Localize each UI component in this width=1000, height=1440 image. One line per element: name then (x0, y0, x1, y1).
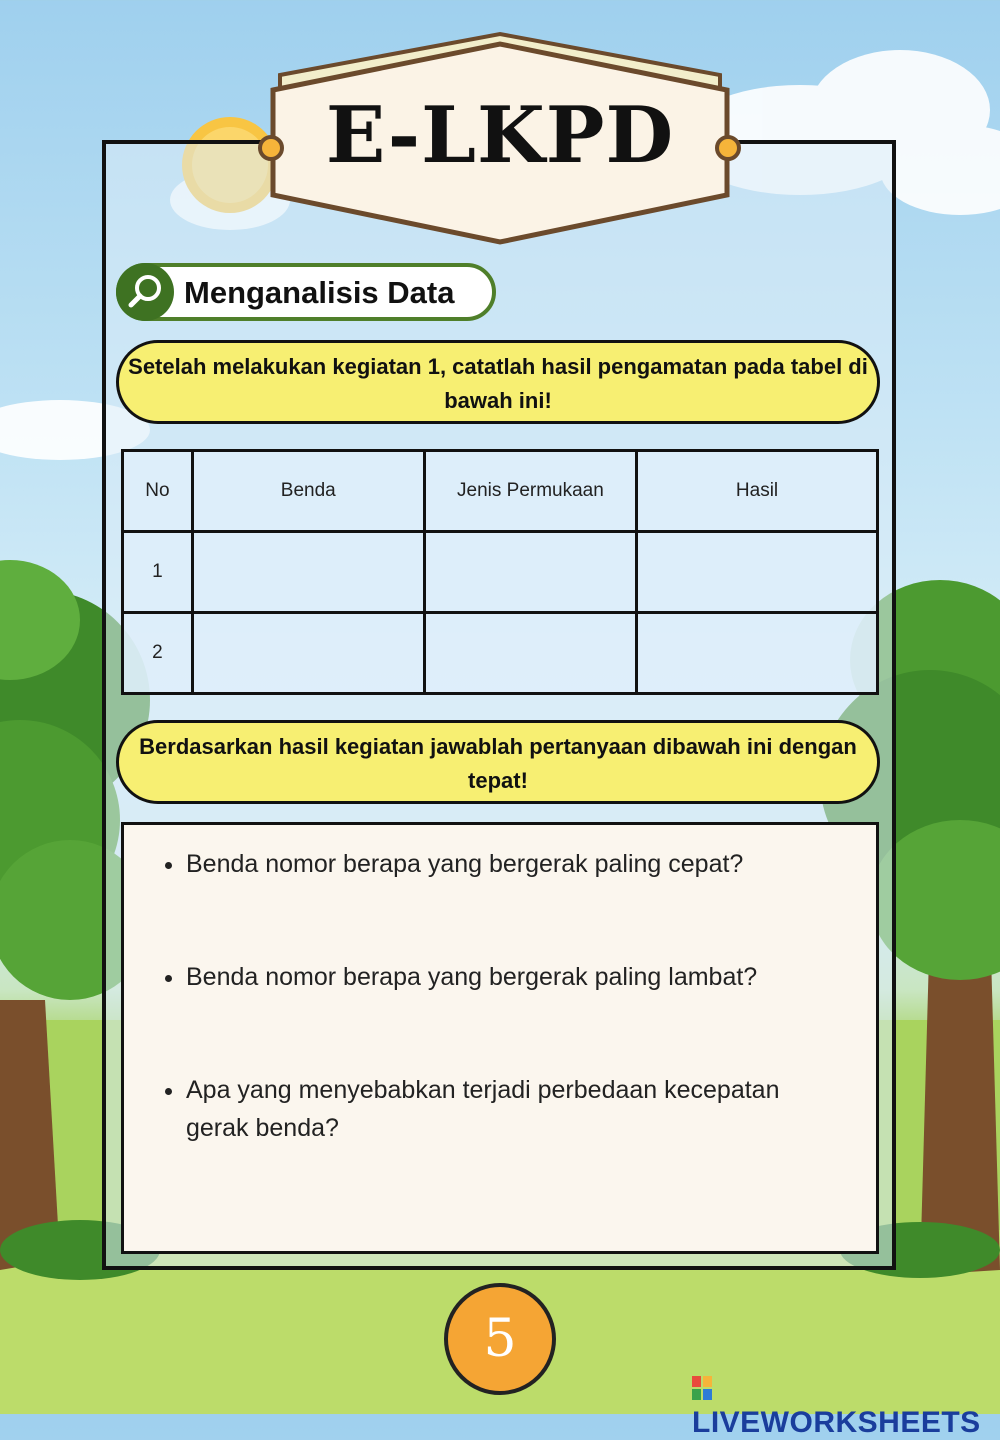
answer-cell-hasil[interactable] (637, 532, 878, 613)
header-hasil: Hasil (637, 451, 878, 532)
liveworksheets-mark-icon (692, 1376, 712, 1400)
header-jenis-permukaan: Jenis Permukaan (424, 451, 636, 532)
instruction-banner-2: Berdasarkan hasil kegiatan jawablah pertanyaan dibawah ini dengan tepat! (116, 720, 880, 804)
question-item: • Apa yang menyebabkan terjadi perbedaan kecepatan gerak benda? (186, 1071, 846, 1147)
header-benda: Benda (192, 451, 424, 532)
answer-cell-hasil[interactable] (637, 613, 878, 694)
section-title: Menganalisis Data (184, 275, 455, 310)
answer-cell-benda[interactable] (192, 613, 424, 694)
question-item: • Benda nomor berapa yang bergerak paling cepat? (186, 845, 846, 883)
liveworksheets-logo (692, 1372, 1000, 1440)
answer-cell-benda[interactable] (192, 532, 424, 613)
row-number: 2 (123, 613, 193, 694)
questions-box[interactable] (121, 822, 879, 1254)
magnifier-icon (116, 263, 174, 321)
page-number-badge: 5 (444, 1283, 556, 1395)
section-label (116, 263, 496, 321)
answer-cell-jenis-permukaan[interactable] (424, 613, 636, 694)
header-no: No (123, 451, 193, 532)
table-row (123, 532, 878, 613)
question-item: • Benda nomor berapa yang bergerak paling lambat? (186, 958, 846, 996)
table-header-row (123, 451, 878, 532)
row-number: 1 (123, 532, 193, 613)
answer-cell-jenis-permukaan[interactable] (424, 532, 636, 613)
observation-table (121, 449, 879, 695)
page-title: E-LKPD (325, 90, 675, 181)
instruction-banner-1: Setelah melakukan kegiatan 1, catatlah hasil pengamatan pada tabel di bawah ini! (116, 340, 880, 424)
table-row (123, 613, 878, 694)
brand-text: LIVEWORKSHEETS (692, 1406, 981, 1439)
